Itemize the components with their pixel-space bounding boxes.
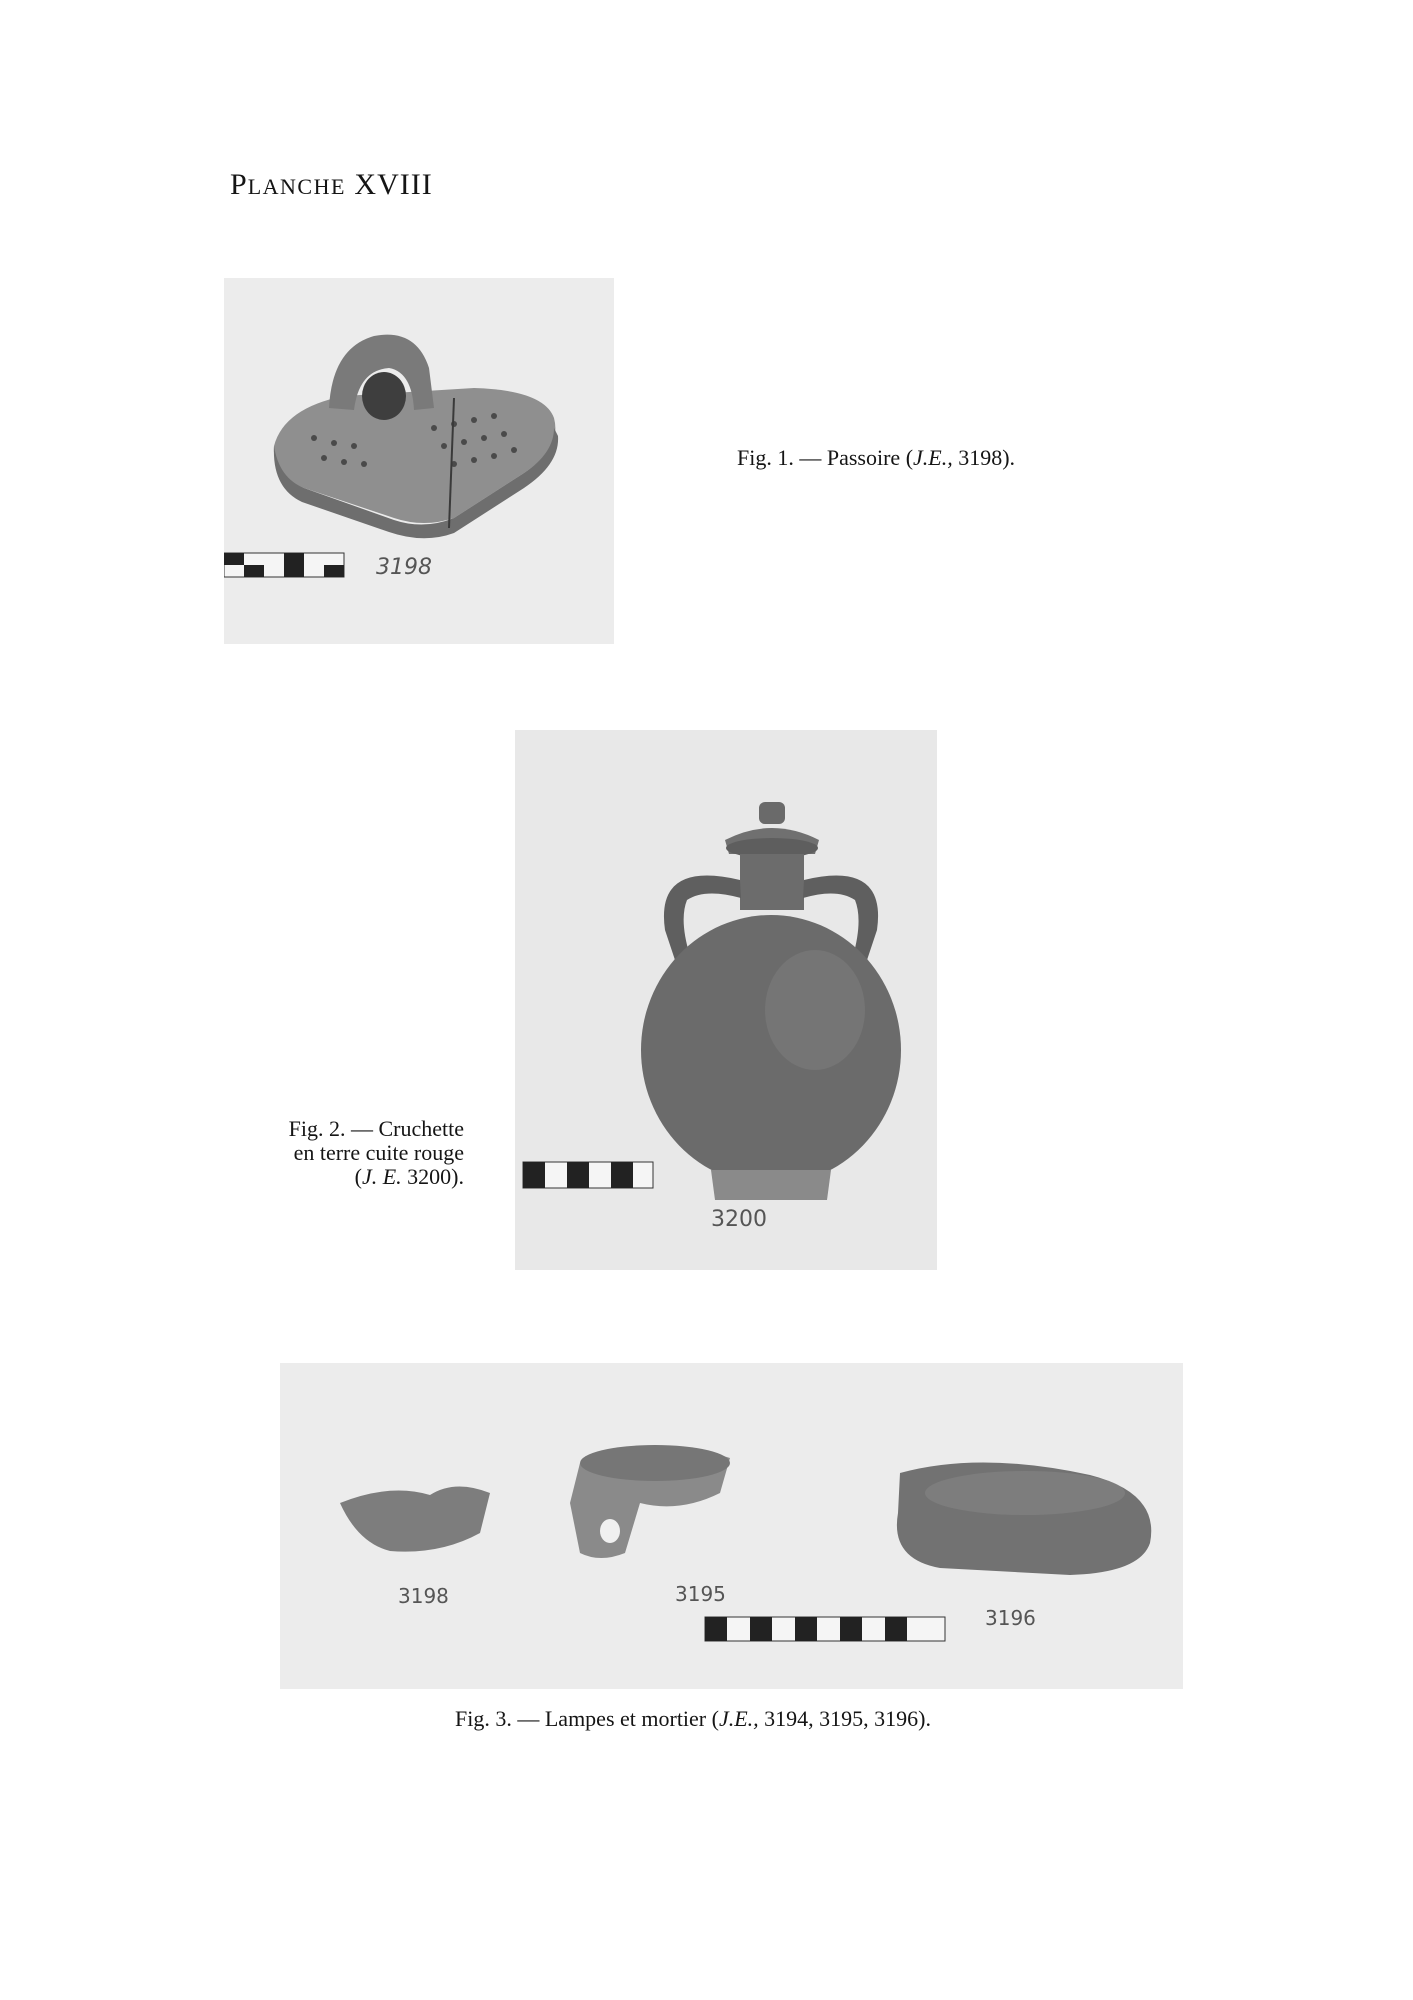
specimen-label-3196: 3196 [985, 1606, 1036, 1630]
plate-title: PLANCHE XVIII [230, 168, 433, 201]
figure-3-caption: Fig. 3. — Lampes et mortier (J.E., 3194, 3195, 3196). [455, 1706, 931, 1731]
jug-image [515, 730, 937, 1270]
scale-bar [705, 1617, 945, 1641]
scale-bar [224, 553, 344, 577]
strainer-image [224, 278, 614, 644]
figure-2-caption: Fig. 2. — Cruchette en terre cuite rouge (J. E. 3200). [288, 1116, 464, 1189]
specimen-label-3200: 3200 [711, 1207, 767, 1232]
specimen-label-3198: 3198 [398, 1584, 449, 1608]
figure-1-caption: Fig. 1. — Passoire (J.E., 3198). [737, 445, 1016, 470]
lamps-mortar-image [280, 1363, 1183, 1689]
scale-bar [523, 1162, 653, 1188]
specimen-label-3195: 3195 [675, 1582, 726, 1606]
figure-1-photo [224, 278, 614, 644]
specimen-label-3198: 3198 [376, 555, 432, 580]
figure-3-photo [280, 1363, 1183, 1689]
figure-2-photo [515, 730, 937, 1270]
